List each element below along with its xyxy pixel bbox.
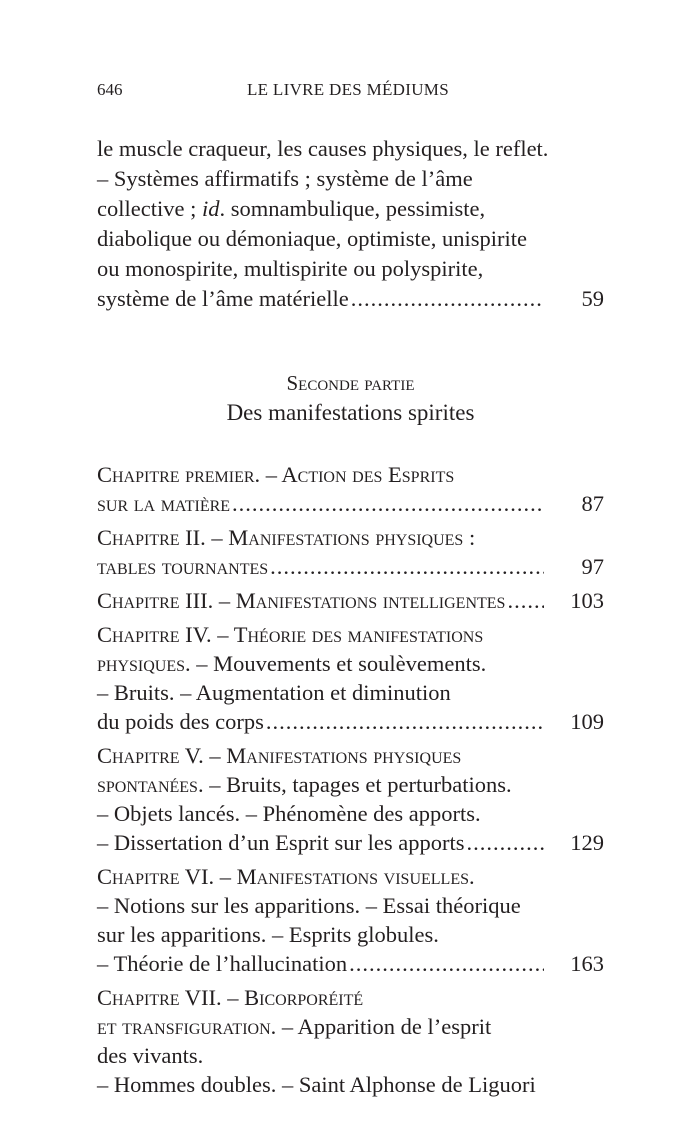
toc-line bbox=[97, 489, 604, 518]
chapter-title: Chapitre II. – Manifestations physiques : bbox=[97, 525, 476, 550]
toc-line-text bbox=[97, 620, 483, 649]
chapter-title: et transfiguration. bbox=[97, 1014, 277, 1039]
toc-page-number: 163 bbox=[570, 951, 604, 976]
toc-line-text bbox=[97, 649, 486, 678]
chapter-title: Chapitre IV. – Théorie des manifestations bbox=[97, 622, 484, 647]
toc-line bbox=[97, 460, 604, 489]
toc-line bbox=[97, 523, 604, 552]
toc-line bbox=[97, 828, 604, 857]
dot-leader bbox=[270, 552, 544, 581]
toc-line bbox=[97, 254, 604, 284]
toc-text: id bbox=[201, 196, 220, 221]
chapter-title: physiques. bbox=[97, 651, 191, 676]
toc-text: . somnambulique, pessimiste, bbox=[219, 196, 486, 221]
chapter-title: tables tournantes bbox=[97, 554, 269, 579]
toc-line-text bbox=[97, 284, 349, 314]
toc-entry bbox=[97, 523, 604, 581]
toc-text: sur les apparitions. – Esprits globules. bbox=[97, 922, 439, 947]
dot-leader bbox=[232, 489, 544, 518]
toc-line bbox=[97, 1041, 604, 1070]
part-title: Des manifestations spirites bbox=[226, 400, 475, 425]
toc-line bbox=[97, 224, 604, 254]
toc-line-text bbox=[97, 983, 363, 1012]
toc-page-number: 103 bbox=[570, 588, 604, 613]
toc-text: système de l’âme matérielle bbox=[97, 286, 349, 311]
toc-text: – Systèmes affirmatifs ; système de l’âme bbox=[97, 166, 473, 191]
toc-line bbox=[97, 920, 604, 949]
toc-line-text bbox=[97, 134, 548, 164]
part-heading bbox=[97, 368, 604, 428]
toc-line bbox=[97, 707, 604, 736]
toc-line bbox=[97, 552, 604, 581]
toc-text: des vivants. bbox=[97, 1043, 204, 1068]
dot-leader bbox=[351, 284, 544, 314]
toc-line-text bbox=[97, 741, 461, 770]
toc-entry bbox=[97, 862, 604, 978]
toc-text: – Hommes doubles. – Saint Alphonse de Liguori bbox=[97, 1072, 536, 1097]
toc-line bbox=[97, 1012, 604, 1041]
toc-line bbox=[97, 586, 604, 615]
dot-leader bbox=[266, 707, 544, 736]
toc-entries bbox=[97, 460, 604, 1099]
toc-text: – Apparition de l’esprit bbox=[276, 1014, 492, 1039]
toc-line-text bbox=[97, 678, 451, 707]
toc-line-text bbox=[97, 194, 485, 224]
table-of-contents bbox=[97, 134, 604, 1104]
toc-line bbox=[97, 862, 604, 891]
toc-text: ou monospirite, multispirite ou polyspirite, bbox=[97, 256, 484, 281]
toc-text: du poids des corps bbox=[97, 709, 264, 734]
toc-line bbox=[97, 891, 604, 920]
dot-leader bbox=[466, 828, 544, 857]
toc-line bbox=[97, 1070, 604, 1099]
toc-continuation bbox=[97, 134, 604, 314]
toc-text: – Objets lancés. – Phénomène des apports. bbox=[97, 801, 481, 826]
toc-text: – Mouvements et soulèvements. bbox=[190, 651, 487, 676]
toc-line-text bbox=[97, 224, 527, 254]
toc-line-text bbox=[97, 523, 475, 552]
toc-entry bbox=[97, 741, 604, 857]
toc-entry bbox=[97, 620, 604, 736]
toc-line-text bbox=[97, 949, 347, 978]
toc-page-number: 109 bbox=[570, 709, 604, 734]
toc-text: – Notions sur les apparitions. – Essai théorique bbox=[97, 893, 521, 918]
toc-line bbox=[97, 164, 604, 194]
toc-page-number: 87 bbox=[581, 491, 604, 516]
chapter-title: Chapitre VI. – Manifestations visuelles. bbox=[97, 864, 475, 889]
chapter-title: Chapitre premier. – Action des Esprits bbox=[97, 462, 455, 487]
toc-line bbox=[97, 983, 604, 1012]
toc-entry bbox=[97, 460, 604, 518]
toc-page-number: 97 bbox=[581, 554, 604, 579]
toc-line-text bbox=[97, 1070, 536, 1099]
toc-line-text bbox=[97, 799, 481, 828]
toc-text: – Bruits, tapages et perturbations. bbox=[203, 772, 512, 797]
toc-line bbox=[97, 649, 604, 678]
dot-leader bbox=[349, 949, 544, 978]
toc-text: diabolique ou démoniaque, optimiste, unispirite bbox=[97, 226, 527, 251]
toc-line-text bbox=[97, 460, 454, 489]
toc-line-text bbox=[97, 586, 505, 615]
toc-line-text bbox=[97, 920, 439, 949]
chapter-title: spontanées. bbox=[97, 772, 204, 797]
toc-line-text bbox=[97, 164, 473, 194]
chapter-title: Chapitre V. – Manifestations physiques bbox=[97, 743, 462, 768]
toc-line bbox=[97, 620, 604, 649]
toc-line-text bbox=[97, 828, 464, 857]
toc-text: – Dissertation d’un Esprit sur les apports bbox=[97, 830, 465, 855]
toc-line-text bbox=[97, 770, 512, 799]
toc-line bbox=[97, 284, 604, 314]
toc-line bbox=[97, 799, 604, 828]
toc-line-text bbox=[97, 254, 483, 284]
dot-leader bbox=[507, 586, 544, 615]
toc-page-number: 129 bbox=[570, 830, 604, 855]
toc-line-text bbox=[97, 1012, 491, 1041]
toc-line bbox=[97, 678, 604, 707]
toc-line bbox=[97, 134, 604, 164]
toc-line-text bbox=[97, 862, 475, 891]
toc-line-text bbox=[97, 891, 521, 920]
running-title: LE LIVRE DES MÉDIUMS bbox=[247, 80, 449, 99]
toc-line bbox=[97, 194, 604, 224]
toc-text: – Bruits. – Augmentation et diminution bbox=[97, 680, 451, 705]
toc-entry bbox=[97, 586, 604, 615]
chapter-title: Chapitre VII. – Bicorporéité bbox=[97, 985, 364, 1010]
chapter-title: sur la matière bbox=[97, 491, 231, 516]
toc-line bbox=[97, 770, 604, 799]
toc-text: collective ; bbox=[97, 196, 202, 221]
toc-page-number: 59 bbox=[581, 286, 604, 311]
toc-line bbox=[97, 949, 604, 978]
toc-text: – Théorie de l’hallucination bbox=[97, 951, 348, 976]
toc-text: le muscle craqueur, les causes physiques, le reflet. bbox=[97, 136, 549, 161]
part-label: Seconde partie bbox=[286, 371, 415, 395]
toc-line bbox=[97, 741, 604, 770]
toc-line-text bbox=[97, 489, 230, 518]
toc-line-text bbox=[97, 552, 268, 581]
toc-line-text bbox=[97, 1041, 203, 1070]
page-number: 646 bbox=[97, 80, 123, 99]
chapter-title: Chapitre III. – Manifestations intelligentes bbox=[97, 588, 506, 613]
toc-entry bbox=[97, 983, 604, 1099]
toc-line-text bbox=[97, 707, 264, 736]
